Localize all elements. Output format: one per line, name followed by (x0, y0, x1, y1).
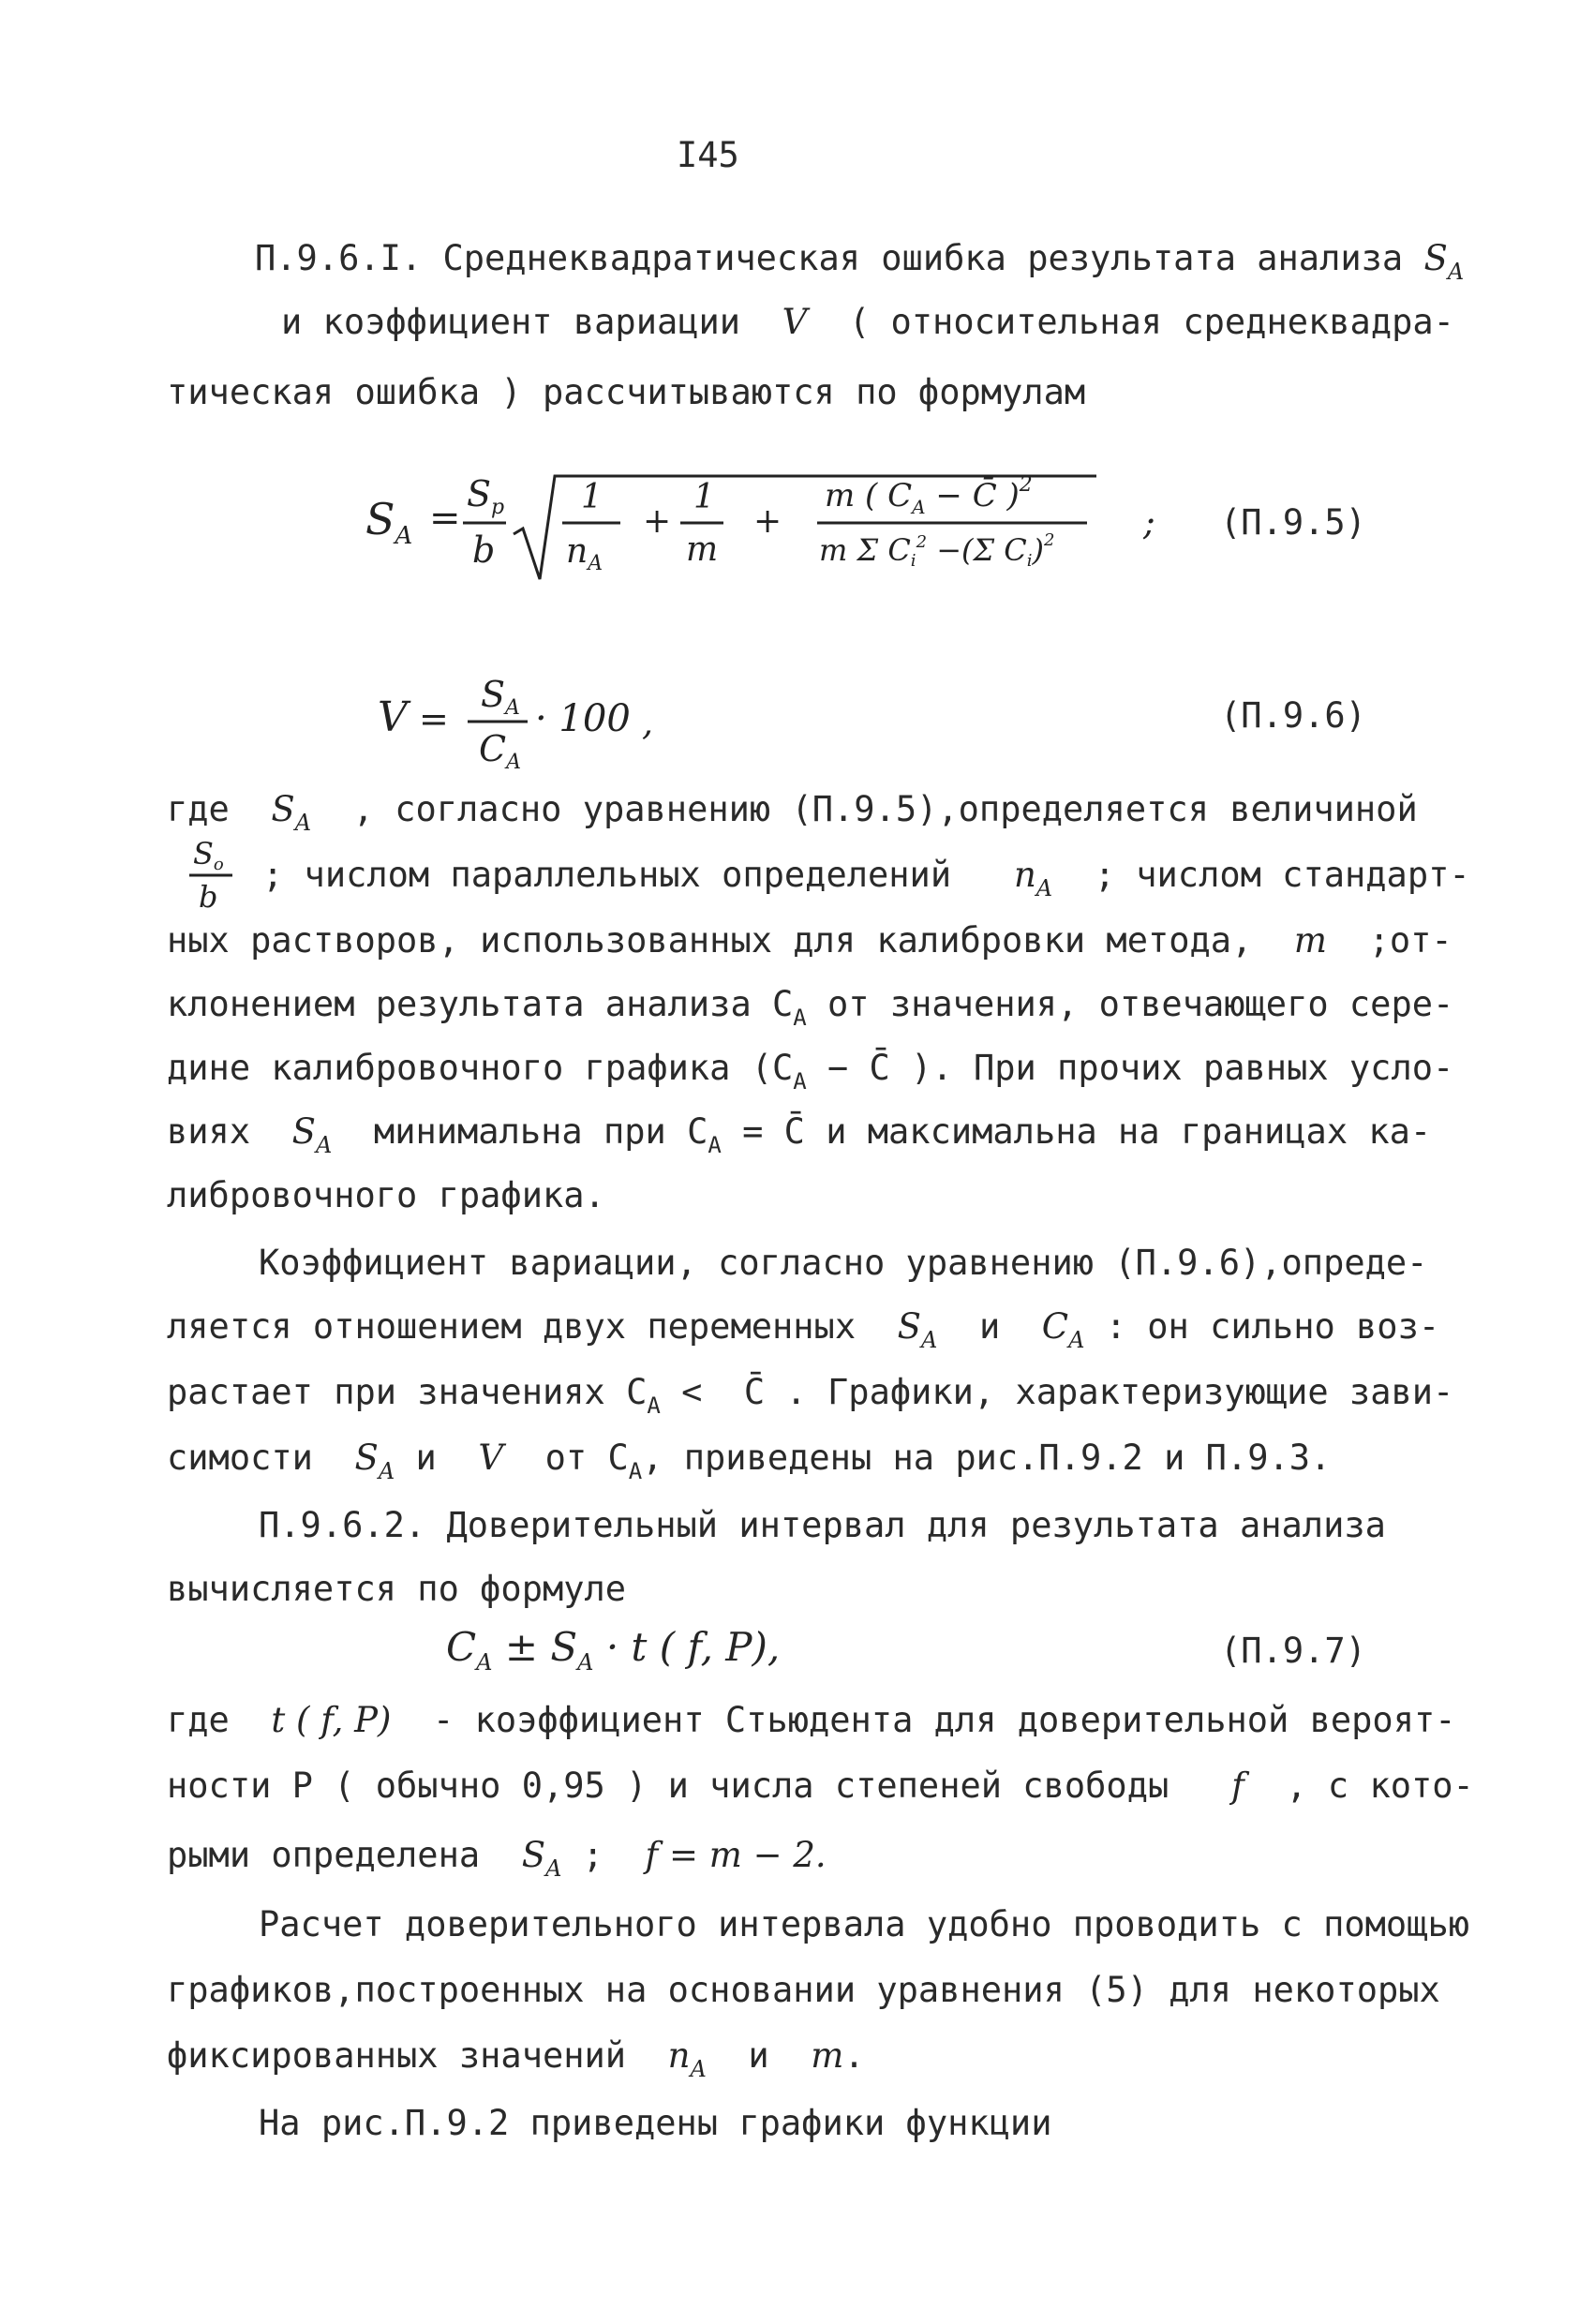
symbol-ca: $C_A$ (1041, 1306, 1085, 1353)
where-line-6: виях $S_A$ минимальна при $C_A$ = C̄ и максимальна на границах ка- (167, 1111, 1432, 1158)
last-line: На рис.П.9.2 приведены графики функции (259, 2103, 1052, 2143)
svg-text:1: 1 (693, 478, 715, 516)
eq5-b: b (472, 529, 496, 571)
equation-p97: $C_A \pm S_A \cdot t$ ( f, P), (446, 1624, 781, 1676)
symbol-na: $n_A$ (1013, 855, 1053, 901)
equation-p96 (370, 667, 857, 780)
equation-p95 (356, 448, 1349, 598)
eq5-den: m Σ $Ci^2 -(\Sigma$ Ci)$^2$ (819, 530, 1055, 571)
where-line-3: ных растворов, использованных для калибровки метода, m ;от- (167, 920, 1452, 961)
svg-text:=: = (429, 497, 461, 540)
symbol-v: V (782, 302, 808, 342)
symbol-na: $n_A$ (667, 2035, 707, 2082)
equation-number-p97: (П.9.7) (1220, 1631, 1366, 1671)
calc-line-2: графиков,построенных на основании уравнения (5) для некоторых (167, 1970, 1440, 2010)
svg-text:+: + (643, 502, 672, 541)
where-line-4: клонением результата анализа $C_A$ от значения, отвечающего сере- (167, 984, 1454, 1031)
symbol-sa: $S_A$ (521, 1835, 562, 1882)
symbol-sa: $S_A$ (897, 1306, 938, 1353)
page-number: I45 (677, 135, 739, 175)
svg-text:1: 1 (581, 478, 603, 516)
where-line-5: дине калибровочного графика ($C_A$ − C̄ ). При прочих равных усло- (167, 1048, 1454, 1095)
symbol-m: m (811, 2035, 844, 2076)
calc-line-3: фиксированных значений $n_A$ и m. (167, 2035, 865, 2082)
t-line-1: где t ( f, P) - коэффициент Стьюдента для доверительной вероят- (167, 1700, 1456, 1740)
where-line-2: ; числом параллельных определений $n_A$ ; числом стандарт- (262, 855, 1470, 901)
where-line-1: где $S_A$ , согласно уравнению (П.9.5),определяется величиной (167, 789, 1418, 836)
coef-line-1: Коэффициент вариации, согласно уравнению (П.9.6),опреде- (259, 1243, 1428, 1283)
t-line-3: рыми определена $S_A$ ; f = m − 2. (167, 1835, 827, 1882)
eq6-factor: · 100 (535, 697, 631, 740)
equation-number-p96: (П.9.6) (1220, 695, 1366, 736)
svg-text:=: = (419, 698, 449, 739)
svg-text:So: So (193, 836, 224, 874)
symbol-sa: $S_A$ (271, 789, 312, 836)
eq6-den: $C_A$ (479, 728, 521, 774)
symbol-v: V (478, 1438, 504, 1478)
coef-line-3: растает при значениях $C_A$ < C̄ . Графики, характеризующие зави- (167, 1372, 1454, 1419)
section-1-line-3: тическая ошибка ) рассчитываются по формулам (167, 372, 1086, 412)
svg-text:;: ; (1143, 501, 1155, 543)
symbol-m: m (1293, 920, 1328, 961)
svg-text:m: m (686, 530, 719, 569)
eq5-num: m ( $C_A$ − C̄ )$^2$ (825, 473, 1033, 518)
svg-text:+: + (753, 502, 782, 541)
eq6-num: $S_A$ (481, 674, 520, 720)
equation-number-p95: (П.9.5) (1220, 502, 1366, 543)
eq5-sp: $S_p$ (467, 473, 505, 519)
symbol-s0-over-b (184, 832, 240, 916)
svg-text:b: b (199, 879, 218, 915)
section-1-line-1: П.9.6.I. Среднеквадратическая ошибка результата анализа $S_A$ (255, 238, 1465, 285)
symbol-sa: $S_A$ (1423, 238, 1465, 285)
eq5-na: $n_A$ (566, 532, 603, 575)
symbol-sa: $S_A$ (291, 1111, 333, 1158)
eq6-lhs: V (378, 693, 408, 741)
section-2-line-2: вычисляется по формуле (167, 1569, 627, 1609)
symbol-sa: $S_A$ (354, 1438, 395, 1484)
svg-text:,: , (642, 702, 654, 743)
eq5-lhs: $S_A$ (365, 494, 413, 550)
coef-line-4: симости $S_A$ и V от $C_A$, приведены на рис.П.9.2 и П.9.3. (167, 1438, 1332, 1484)
calc-line-1: Расчет доверительного интервала удобно проводить с помощью (259, 1904, 1470, 1944)
coef-line-2: ляется отношением двух переменных $S_A$ и $C_A$ : он сильно воз- (167, 1306, 1440, 1353)
where-line-7: либровочного графика. (167, 1175, 605, 1215)
t-line-2: ности P ( обычно 0,95 ) и числа степеней свободы f , с кото- (167, 1765, 1474, 1806)
section-1-line-2: и коэффициент вариации V ( относительная среднеквадра- (281, 302, 1454, 342)
section-2-line-1: П.9.6.2. Доверительный интервал для результата анализа (259, 1505, 1386, 1545)
symbol-f: f (1231, 1765, 1244, 1806)
